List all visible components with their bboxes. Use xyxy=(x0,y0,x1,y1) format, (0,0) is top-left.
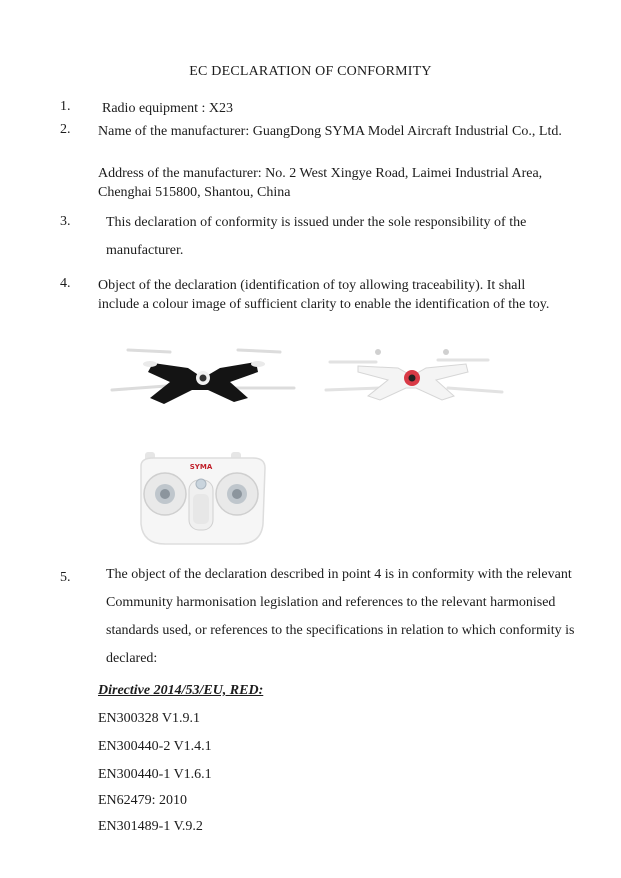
page-title: EC DECLARATION OF CONFORMITY xyxy=(189,64,432,79)
item-3-number: 3. xyxy=(60,214,71,229)
item-1-text: Radio equipment : X23 xyxy=(102,101,234,116)
white-drone-image xyxy=(318,342,508,407)
item-4-text: Object of the declaration (identification of toy allowing traceability). It shall include a colour image of sufficient clarity to enable the identification of the toy. xyxy=(98,278,550,312)
standard-4: EN62479: 2010 xyxy=(98,793,188,808)
standard-5: EN301489-1 V.9.2 xyxy=(98,819,203,834)
item-1-number: 1. xyxy=(60,99,71,114)
item-2-address: Address of the manufacturer: No. 2 West Xingye Road, Laimei Industrial Area, Chenghai 515800, Shantou, China xyxy=(98,166,543,200)
item-5-number: 5. xyxy=(60,570,71,585)
remote-controller-image xyxy=(135,444,270,548)
directive-heading: Directive 2014/53/EU, RED: xyxy=(98,683,264,698)
standard-2: EN300440-2 V1.4.1 xyxy=(98,739,212,754)
item-2-number: 2. xyxy=(60,122,71,137)
item-4-number: 4. xyxy=(60,276,71,291)
standard-3: EN300440-1 V1.6.1 xyxy=(98,767,212,782)
item-2-text: Name of the manufacturer: GuangDong SYMA Model Aircraft Industrial Co., Ltd. xyxy=(98,124,562,139)
remote-brand-label: SYMA xyxy=(189,463,213,471)
item-5-text: The object of the declaration described in point 4 is in conformity with the relevant Community harmonisation legislation and references to the relevant harmonised standards used, or references to the specifications in relation to which conformity is declared: xyxy=(106,567,575,666)
standard-1: EN300328 V1.9.1 xyxy=(98,711,201,726)
item-3-text: This declaration of conformity is issued under the sole responsibility of the manufacturer. xyxy=(106,215,527,258)
black-drone-image xyxy=(108,338,298,408)
